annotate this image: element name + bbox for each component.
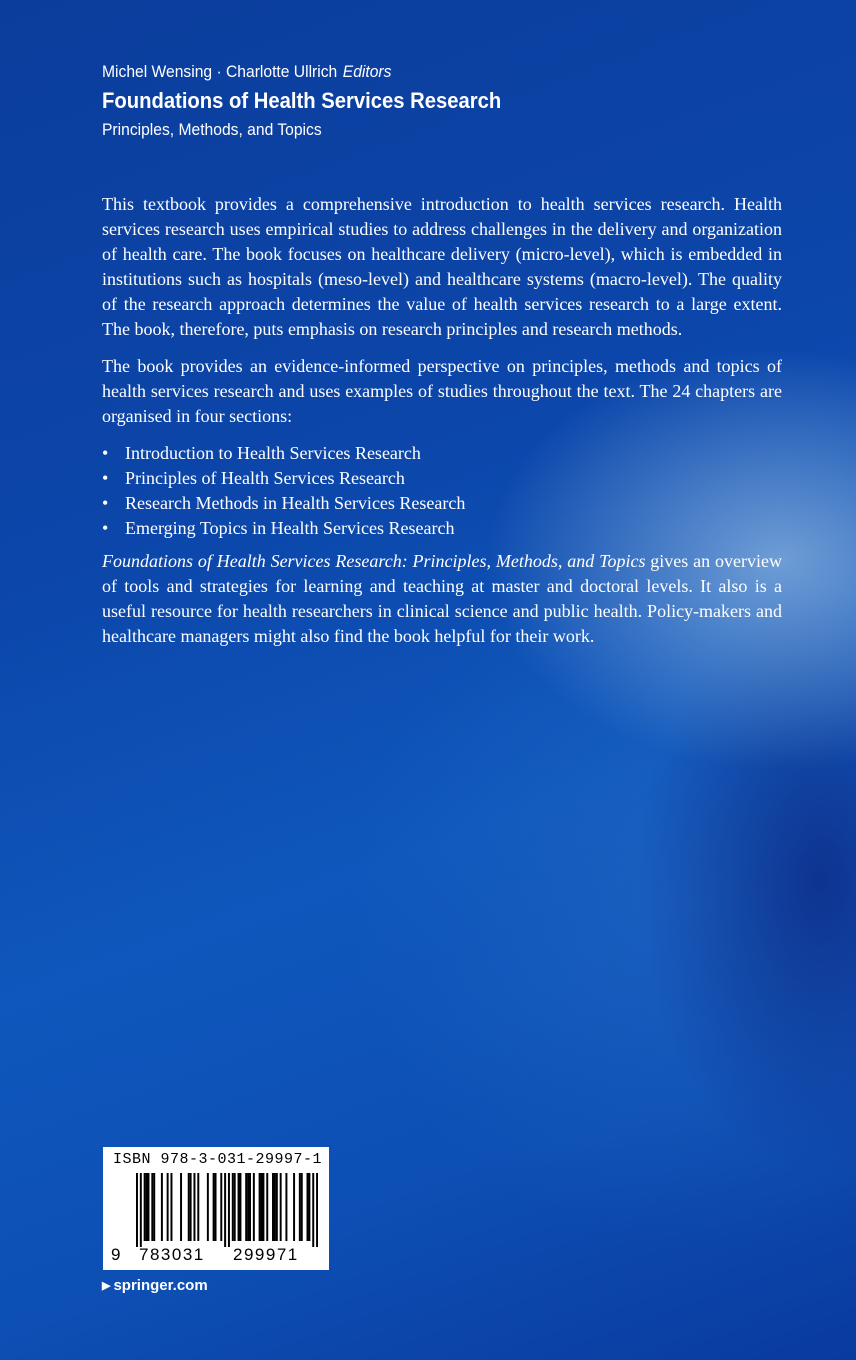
barcode-bar: [213, 1173, 215, 1241]
barcode-bar: [301, 1173, 303, 1241]
section-item-principles: [102, 466, 782, 491]
section-item-methods: [102, 491, 782, 516]
cover-header: [102, 60, 536, 142]
barcode-bar: [312, 1173, 314, 1247]
barcode-bar: [232, 1173, 234, 1241]
barcode-bar: [259, 1173, 261, 1241]
book-title: Foundations of Health Services Research: [102, 88, 502, 113]
barcode-bar: [308, 1173, 310, 1241]
barcode-bar: [136, 1173, 138, 1247]
barcode-bar: [193, 1173, 195, 1241]
barcode-bar: [239, 1173, 241, 1241]
barcode-bar: [274, 1173, 276, 1241]
bullet-icon: •: [102, 468, 109, 488]
closing-text: gives an overview of tools and strategies for learning and teaching at master and doctoral levels. It also is a useful resource for health researchers in clinical science and public health. Policy-makers and healthcare managers might also find the book helpful for their work.: [102, 551, 782, 646]
bullet-icon: •: [102, 518, 109, 538]
barcode-bar: [188, 1173, 190, 1241]
section-label: Introduction to Health Services Research: [125, 443, 421, 463]
barcode-bar: [144, 1173, 146, 1241]
barcode-bar: [285, 1173, 287, 1241]
barcode-bar: [161, 1173, 163, 1241]
isbn-label: ISBN 978-3-031-29997-1: [113, 1151, 323, 1168]
section-list: [102, 441, 782, 541]
publisher-url: springer.com: [113, 1277, 208, 1294]
publisher-link[interactable]: [102, 1276, 208, 1296]
barcode-bar: [207, 1173, 209, 1241]
barcode-bar: [167, 1173, 169, 1241]
barcode-bar: [249, 1173, 251, 1241]
barcode-digit-group-2: 299971: [233, 1245, 299, 1264]
barcode-bar: [215, 1173, 217, 1241]
description-paragraph-2: The book provides an evidence-informed perspective on principles, methods and topics of health services research and uses examples of studies throughout the text. The 24 chapters are organised in four sections:: [102, 356, 782, 426]
barcode-bar: [316, 1173, 318, 1247]
section-label: Emerging Topics in Health Services Research: [125, 518, 455, 538]
barcode-bar: [146, 1173, 148, 1241]
editors-role: Editors: [342, 62, 392, 81]
section-item-emerging-topics: [102, 516, 782, 541]
barcode-bar: [190, 1173, 192, 1241]
barcode-bar: [307, 1173, 309, 1241]
book-description: [102, 192, 782, 661]
barcode-bar: [151, 1173, 153, 1241]
barcode-bar: [266, 1173, 268, 1241]
description-closing: [102, 549, 782, 649]
barcode-bar: [147, 1173, 149, 1241]
barcode-bar: [220, 1173, 222, 1241]
section-item-introduction: [102, 441, 782, 466]
barcode-bar: [299, 1173, 301, 1241]
barcode-bar: [238, 1173, 240, 1241]
barcode-bar: [228, 1173, 230, 1247]
barcode-bar: [197, 1173, 199, 1241]
arrow-icon: ▶: [102, 1280, 111, 1292]
section-label: Principles of Health Services Research: [125, 468, 405, 488]
barcode-bar: [262, 1173, 264, 1241]
barcode-bar: [224, 1173, 226, 1247]
bullet-icon: •: [102, 443, 109, 463]
section-label: Research Methods in Health Services Research: [125, 493, 466, 513]
book-subtitle: Principles, Methods, and Topics: [102, 120, 322, 139]
barcode-bar: [272, 1173, 274, 1241]
barcode-bar: [280, 1173, 282, 1241]
barcode-bar: [234, 1173, 236, 1241]
barcode-digit-lead: 9: [111, 1245, 121, 1264]
barcode-bar: [140, 1173, 142, 1247]
barcode-bar: [170, 1173, 172, 1241]
closing-book-title: Foundations of Health Services Research: Principles, Methods, and Topics: [102, 551, 646, 571]
editors-line: [102, 60, 501, 84]
barcode-bar: [293, 1173, 295, 1241]
bullet-icon: •: [102, 493, 109, 513]
description-paragraph-1: This textbook provides a comprehensive introduction to health services research. Health services research uses empirical studies to address challenges in the delivery and organization of health care. The book focuses on healthcare delivery (micro-level), which is embedded in institutions such as hospitals (meso-level) and healthcare systems (macro-level). The quality of the research approach determines the value of health services research to a large extent. The book, therefore, puts emphasis on research principles and research methods.: [102, 194, 782, 339]
isbn-barcode: [103, 1147, 329, 1270]
barcode-digit-group-1: 783031: [139, 1245, 205, 1264]
barcode-bar: [180, 1173, 182, 1241]
barcode-bar: [153, 1173, 155, 1241]
barcode-bars: [136, 1173, 318, 1247]
barcode-bar: [253, 1173, 255, 1241]
barcode-bar: [276, 1173, 278, 1241]
editor-names: Michel Wensing · Charlotte Ullrich: [102, 62, 338, 81]
barcode-bar: [261, 1173, 263, 1241]
barcode-bar: [247, 1173, 249, 1241]
barcode-bar: [245, 1173, 247, 1241]
